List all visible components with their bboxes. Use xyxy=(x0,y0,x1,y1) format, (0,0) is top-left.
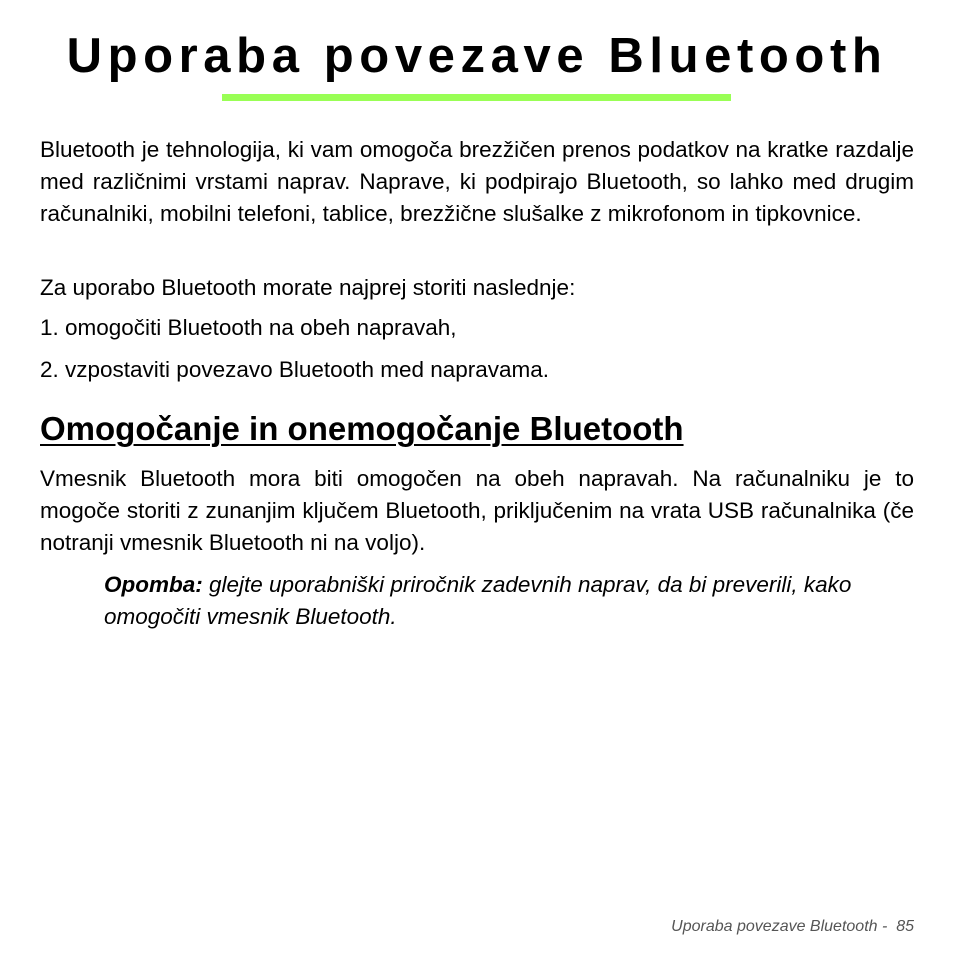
title-underline-bar xyxy=(222,94,731,101)
section-heading: Omogočanje in onemogočanje Bluetooth xyxy=(40,410,684,447)
step-item-1: 1. omogočiti Bluetooth na obeh napravah, xyxy=(40,315,457,340)
note xyxy=(104,569,916,633)
footer-page-number: 85 xyxy=(896,918,914,935)
intro-paragraph: Bluetooth je tehnologija, ki vam omogoča brezžičen prenos podatkov na kratke razdalje med različnimi vrstami naprav. Naprave, ki podpirajo Bluetooth, so lahko med drugim računalniki, mobilni telefoni, tablice, brezžične slušalke z mikrofonom in tipkovnice. xyxy=(40,137,914,226)
step-item-2: 2. vzpostaviti povezavo Bluetooth med napravama. xyxy=(40,357,550,382)
footer-running-title: Uporaba povezave Bluetooth - xyxy=(671,918,888,935)
note-label: Opomba: xyxy=(104,572,203,597)
page-footer xyxy=(671,918,914,936)
intro-lead: Za uporabo Bluetooth morate najprej storiti naslednje: xyxy=(40,275,576,300)
page-title: Uporaba povezave Bluetooth xyxy=(66,29,888,83)
section-paragraph: Vmesnik Bluetooth mora biti omogočen na obeh napravah. Na računalniku je to mogoče storiti z zunanjim ključem Bluetooth, priključenim na vrata USB računalnika (če notranji vmesnik Bluetooth ni na voljo). xyxy=(40,466,914,555)
note-text: glejte uporabniški priročnik zadevnih naprav, da bi preverili, kako omogočiti vmesnik Bluetooth. xyxy=(104,572,852,629)
